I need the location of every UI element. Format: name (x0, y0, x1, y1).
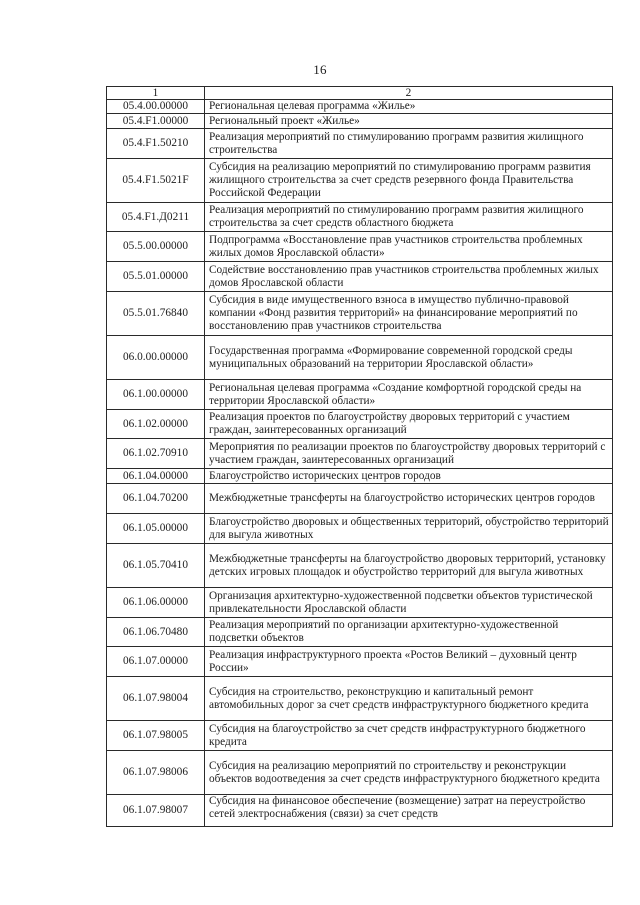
row-name: Реализация мероприятий по стимулированию программ развития жилищного строительства за счет средств областного бюджета (205, 203, 613, 232)
row-code: 06.0.00.00000 (107, 336, 205, 380)
table-row (107, 647, 613, 677)
row-name: Региональный проект «Жилье» (205, 114, 613, 129)
table-row (107, 721, 613, 751)
table-row (107, 677, 613, 721)
row-name: Субсидия на строительство, реконструкцию и капитальный ремонт автомобильных дорог за счет средств инфраструктурного бюджетного кредита (205, 677, 613, 721)
table-row (107, 484, 613, 514)
table-row (107, 380, 613, 410)
table-row (107, 514, 613, 544)
row-code: 06.1.05.00000 (107, 514, 205, 544)
row-name: Государственная программа «Формирование современной городской среды муниципальных образований на территории Ярославской области» (205, 336, 613, 380)
row-code: 05.4.F1.50210 (107, 129, 205, 159)
row-name: Подпрограмма «Восстановление прав участников строительства проблемных жилых домов Ярославской области» (205, 232, 613, 262)
column-header-name: 2 (205, 87, 613, 100)
row-code: 05.5.01.76840 (107, 292, 205, 336)
row-name: Субсидия на финансовое обеспечение (возмещение) затрат на переустройство сетей электроснабжения (связи) за счет средств (205, 795, 613, 827)
row-code: 05.4.F1.Д0211 (107, 203, 205, 232)
page-number: 16 (313, 62, 327, 77)
row-code: 06.1.04.70200 (107, 484, 205, 514)
table-row (107, 410, 613, 439)
row-name: Субсидия на реализацию мероприятий по стимулированию программ развития жилищного строительства за счет средств резервного фонда Правительства Российской Федерации (205, 159, 613, 203)
column-header-code: 1 (107, 87, 205, 100)
table-row (107, 129, 613, 159)
row-name: Субсидия на реализацию мероприятий по строительству и реконструкции объектов водоотведения за счет средств инфраструктурного бюджетного кредита (205, 751, 613, 795)
row-name: Субсидия на благоустройство за счет средств инфраструктурного бюджетного кредита (205, 721, 613, 751)
row-code: 06.1.02.00000 (107, 410, 205, 439)
row-name: Организация архитектурно-художественной подсветки объектов туристической привлекательности Ярославской области (205, 588, 613, 618)
row-code: 05.4.00.00000 (107, 100, 205, 114)
row-name: Межбюджетные трансферты на благоустройство исторических центров городов (205, 484, 613, 514)
table-row (107, 588, 613, 618)
row-name: Межбюджетные трансферты на благоустройство дворовых территорий, установку детских игровых площадок и обустройство территорий для выгула животных (205, 544, 613, 588)
row-name: Благоустройство дворовых и общественных территорий, обустройство территорий для выгула животных (205, 514, 613, 544)
row-code: 06.1.07.98004 (107, 677, 205, 721)
row-code: 06.1.07.98007 (107, 795, 205, 827)
table-row (107, 618, 613, 647)
row-code: 06.1.06.70480 (107, 618, 205, 647)
table-row (107, 439, 613, 469)
row-name: Реализация инфраструктурного проекта «Ростов Великий – духовный центр России» (205, 647, 613, 677)
table-row (107, 751, 613, 795)
row-name: Реализация проектов по благоустройству дворовых территорий с участием граждан, заинтересованных организаций (205, 410, 613, 439)
table-row (107, 159, 613, 203)
table-row (107, 262, 613, 292)
row-name: Реализация мероприятий по организации архитектурно-художественной подсветки объектов (205, 618, 613, 647)
table-row (107, 469, 613, 484)
row-code: 06.1.07.98006 (107, 751, 205, 795)
row-code: 06.1.05.70410 (107, 544, 205, 588)
budget-classification-table (106, 86, 613, 827)
row-code: 05.5.01.00000 (107, 262, 205, 292)
row-name: Региональная целевая программа «Жилье» (205, 100, 613, 114)
row-code: 05.4.F1.00000 (107, 114, 205, 129)
table-row (107, 544, 613, 588)
row-code: 06.1.07.98005 (107, 721, 205, 751)
table-row (107, 114, 613, 129)
table-row (107, 336, 613, 380)
row-code: 06.1.04.00000 (107, 469, 205, 484)
table-row (107, 795, 613, 827)
table-row (107, 232, 613, 262)
row-name: Субсидия в виде имущественного взноса в имущество публично-правовой компании «Фонд развития территорий» на финансирование мероприятий по восстановлению прав участников строительства (205, 292, 613, 336)
row-code: 06.1.02.70910 (107, 439, 205, 469)
table-row (107, 203, 613, 232)
row-code: 06.1.00.00000 (107, 380, 205, 410)
row-code: 06.1.06.00000 (107, 588, 205, 618)
row-name: Реализация мероприятий по стимулированию программ развития жилищного строительства (205, 129, 613, 159)
row-code: 05.5.00.00000 (107, 232, 205, 262)
row-code: 06.1.07.00000 (107, 647, 205, 677)
table-row (107, 100, 613, 114)
row-name: Региональная целевая программа «Создание комфортной городской среды на территории Ярославской области» (205, 380, 613, 410)
table-row (107, 292, 613, 336)
row-name: Мероприятия по реализации проектов по благоустройству дворовых территорий с участием граждан, заинтересованных организаций (205, 439, 613, 469)
row-name: Содействие восстановлению прав участников строительства проблемных жилых домов Ярославской области (205, 262, 613, 292)
row-code: 05.4.F1.5021F (107, 159, 205, 203)
table-header-row (107, 87, 613, 100)
row-name: Благоустройство исторических центров городов (205, 469, 613, 484)
